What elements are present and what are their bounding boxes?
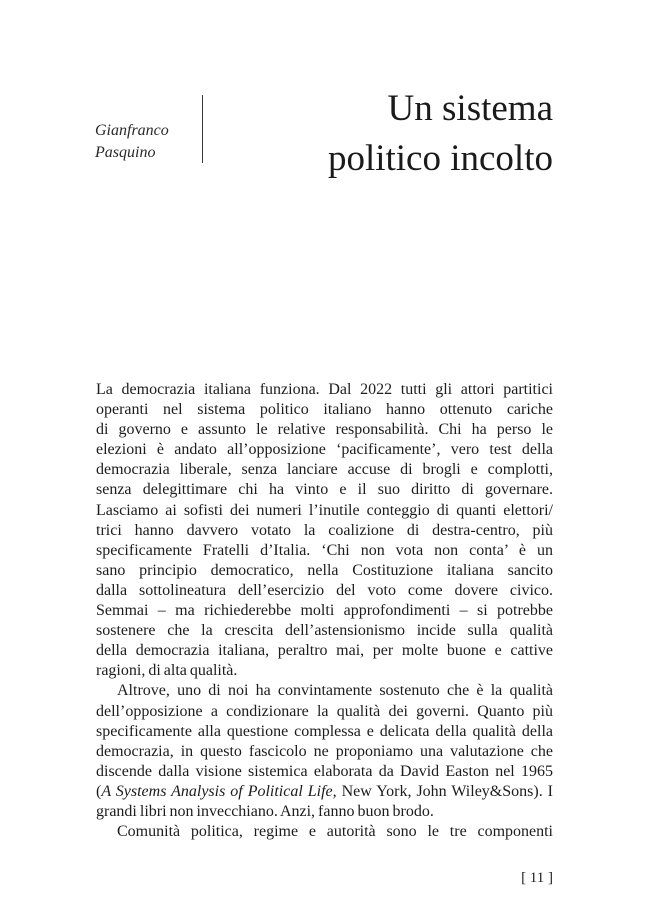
author-last-name: Pasquino [95, 144, 156, 161]
paragraph [96, 822, 553, 842]
author-first-name: Gianfranco [95, 122, 169, 139]
body-text-line: sostenere che la crescita dell’astensionismo incide sulla qualità [96, 622, 553, 640]
body-text-line: democrazia liberale, senza lanciare accuse di brogli e complotti, [96, 461, 553, 479]
body-text-line: Altrove, uno di noi ha convintamente sostenuto che è la qualità [117, 682, 553, 700]
body-text-line: elezioni è andato all’opposizione ‘pacificamente’, vero test della [96, 441, 553, 459]
vertical-divider [202, 95, 203, 163]
body-text-line: discende dalla visione sistemica elaborata da David Easton nel 1965 [96, 762, 553, 780]
body-text-line: di governo e assunto le relative responsabilità. Chi ha perso le [96, 421, 553, 439]
citation-open-paren: ( [96, 782, 102, 800]
body-text-line: specificamente Fratelli d’Italia. ‘Chi non vota non conta’ è un [96, 541, 553, 559]
paragraph [96, 380, 553, 681]
paragraph [96, 681, 553, 822]
body-text-line: specificamente alla questione complessa e delicata della qualità della [96, 722, 553, 740]
body-text-line: operanti nel sistema politico italiano hanno ottenuto cariche [96, 401, 553, 419]
body-text-line: dalla sottolineatura dell’esercizio del voto come dovere civico. [96, 581, 553, 599]
body-text-line: trici hanno davvero votato la coalizione di destra-centro, più [96, 521, 553, 539]
body-text-line: Comunità politica, regime e autorità sono le tre componenti [117, 823, 553, 841]
body-text-line: senza delegittimare chi ha vinto e il suo diritto di governare. [96, 481, 553, 499]
page-number: [ 11 ] [521, 870, 553, 886]
chapter-title [328, 84, 553, 184]
chapter-title-line: Un sistema [387, 88, 553, 129]
body-text [96, 380, 553, 842]
body-text-line: democrazia, in questo fascicolo ne proponiamo una valutazione che [96, 742, 553, 760]
body-text-line-citation [96, 782, 553, 802]
body-text-line: ragioni, di alta qualità. [96, 662, 238, 680]
body-text-line: dell’opposizione a condizionare la qualità dei governi. Quanto più [96, 702, 553, 720]
cited-book-title: A Systems Analysis of Political Life, [101, 782, 337, 800]
body-text-line: Lasciamo ai sofisti dei numeri l’inutile conteggio di quanti elettori/ [96, 501, 553, 519]
citation-publisher: New York, John Wiley&Sons). I [336, 782, 553, 800]
body-text-line: grandi libri non invecchiano. Anzi, fanno buon brodo. [96, 802, 434, 820]
body-text-line: Semmai – ma richiederebbe molti approfondimenti – si potrebbe [96, 602, 553, 620]
body-text-line: della democrazia italiana, peraltro mai, per molte buone e cattive [96, 642, 553, 660]
author-name [95, 120, 169, 164]
body-text-line: La democrazia italiana funziona. Dal 2022 tutti gli attori partitici [96, 381, 553, 398]
chapter-title-line: politico incolto [327, 138, 553, 179]
body-text-line: sano principio democratico, nella Costituzione italiana sancito [96, 561, 553, 579]
